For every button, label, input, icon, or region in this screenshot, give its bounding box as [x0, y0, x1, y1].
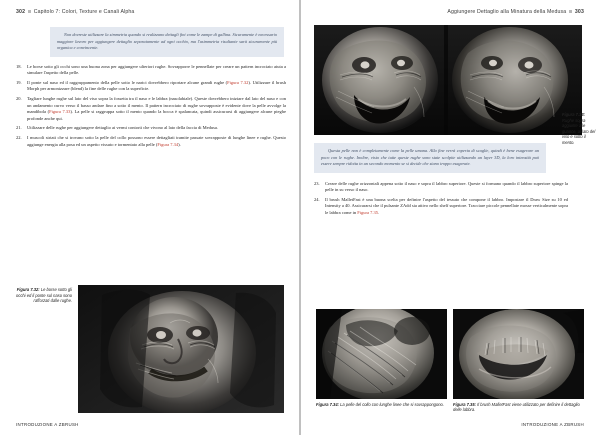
step-number: 20.	[16, 96, 22, 102]
left-running-head-title: Capitolo 7: Colori, Texture e Canali Alpha	[33, 9, 135, 15]
right-top-figure-block	[314, 25, 582, 135]
step-text-post: ). Utilizzare il brush Morph per armonizzare (blend) la fine delle rughe con la superficie.	[27, 79, 286, 92]
list-item	[16, 64, 286, 77]
step-number: 24.	[314, 196, 320, 202]
figure-caption-text: Rughe sopra aggiunte alle guance, al lato del viso e sotto il mento.	[562, 117, 596, 145]
figure-caption-text: La pelle del collo con lunghe linee che si sovrappongono.	[340, 401, 444, 407]
figure-image-7-34	[316, 309, 447, 399]
step-number: 22.	[16, 135, 22, 141]
step-text-post: ).	[178, 141, 181, 147]
figure-image-7-32	[78, 285, 284, 413]
figure-image-7-35	[453, 309, 584, 399]
left-footer	[16, 422, 79, 427]
step-text: Utilizzare delle rughe per aggiungere dettaglio ai vermi contorti che vivono al lato della faccia di Medusa.	[27, 125, 219, 131]
left-footer-text: INTRODUZIONE A ZBRUSH	[16, 422, 79, 427]
right-folio: 303	[574, 9, 584, 15]
page-gutter	[299, 0, 301, 435]
list-item	[16, 135, 286, 148]
step-text-pre: Tagliare lunghe rughe sul lato del viso sopra la fossetta tra il naso e le labbra (nasolabiale). Queste dovrebbero iniziare dal lato del naso e con un andamento curvo verso il basso andare fino a sotto il mento. Il pattern incrociato di rughe sovrapposte è evidente dove la pelle avvolge la mandibola (	[27, 96, 286, 115]
left-note-box	[50, 27, 284, 57]
right-note-text: Questa pelle non è completamente come la pelle umana. Alla fine verrà coperta di scaglie, quindi è bene esagerare un poco con le rughe. Inoltre, visto che tutte queste rughe sono state scolpite utilizzando un layer 3D, la loro intensità può essere sempre ridotta in un secondo momento se si decide che siano troppo esagerate.	[321, 148, 539, 167]
step-number: 21.	[16, 125, 22, 131]
left-running-head	[16, 8, 286, 17]
list-item	[314, 197, 568, 217]
step-number: 23.	[314, 180, 320, 186]
figure-caption-label: Figura 7.33:	[562, 112, 585, 117]
step-text: Le borse sotto gli occhi sono una buona zona per aggiungere ulteriori rughe. Sovrapporre le pennellate per creare un pattern incrociato aiuta a simulare l'aspetto della pelle.	[27, 63, 286, 76]
step-text: Creare delle rughe orizzontali appena sotto il naso e sopra il labbro superiore. Queste si formano quando il labbro superiore spinge la pelle in su verso il naso.	[325, 180, 568, 193]
figure-reference[interactable]: Figura 7.33	[49, 109, 71, 115]
figure-caption-7-35	[453, 402, 584, 413]
left-figure-block	[16, 285, 284, 413]
square-bullet-icon	[28, 10, 31, 13]
figure-caption-text: Il brush MalletFast viene utilizzato per definire il dettaglio delle labbra.	[453, 401, 580, 413]
figure-block-7-34	[316, 309, 447, 413]
step-text-pre: Il ponte sul naso ed il raggruppamento della pelle sotto le narici dovrebbero riportare alcune grandi rughe (	[27, 79, 228, 85]
right-footer	[521, 422, 584, 427]
right-bottom-figures	[316, 309, 584, 413]
right-footer-text: INTRODUZIONE A ZBRUSH	[521, 422, 584, 427]
step-text-pre: I muscoli striati che si trovano sotto la pelle del collo possono essere dettagliati tramite passate sovrapposte di lunghe linee e rughe. Questo aggiunge energia alla posa ed un aspetto vissuto e tormentato alla pelle (	[27, 135, 286, 147]
figure-caption-7-32	[16, 287, 72, 304]
figure-caption-label: Figura 7.35:	[453, 401, 476, 407]
figure-caption-text: Le borse sotto gli occhi ed il ponte sul naso sono rafforzati dalle rughe.	[16, 287, 72, 304]
figure-caption-7-34	[316, 402, 447, 408]
right-running-head	[314, 8, 584, 17]
figure-caption-7-33	[562, 112, 596, 146]
figure-block-7-35	[453, 309, 584, 413]
step-text-post: .	[378, 209, 380, 215]
right-page	[300, 0, 600, 435]
figure-image-7-33	[314, 25, 582, 135]
step-number: 19.	[16, 79, 22, 85]
left-folio: 302	[16, 9, 26, 15]
right-running-head-title: Aggiungere Dettaglio alla Minatura della Medusa	[447, 9, 567, 15]
step-text-pre: Il brush MalletFast è una buona scelta per definire l'aspetto del tessuto che compone il labbro. Impostare il Draw Size su 10 ed Intensity a 40. Assicurarsi che il pulsante ZAdd sia attivo nello shelf superiore. Tracciare piccole pennellate mosse verticalmente sopra le labbra come in	[325, 196, 568, 215]
figure-reference[interactable]: Figura 7.32	[227, 79, 249, 85]
step-number: 18.	[16, 63, 22, 69]
list-item	[16, 80, 286, 93]
list-item	[16, 96, 286, 122]
right-note-box	[314, 143, 546, 173]
figure-reference[interactable]: Figura 7.35	[357, 209, 378, 215]
list-item	[314, 181, 568, 194]
figure-caption-label: Figura 7.32:	[16, 287, 40, 292]
left-step-list	[16, 64, 286, 148]
right-step-list	[314, 181, 568, 217]
left-note-text: Non dovreste utilizzare la simmetria quando si realizzano dettagli fini come le zampe di gallina. Sicuramente è necessario maggiore lavoro per aggiungere dettaglio separatamente ad ogni occhio, ma l'asimmetria risultante sarà sicuramente più organica e convincente.	[57, 32, 277, 51]
square-bullet-icon	[569, 10, 572, 13]
figure-caption-label: Figura 7.34:	[316, 401, 339, 407]
step-text-post: ). La pelle si raggruppa sotto il mento quando la bocca è spalancata, quindi assicurarsi di aggiungere alcune pieghe profonde anche qui.	[27, 109, 286, 121]
list-item	[16, 125, 286, 132]
figure-reference[interactable]: Figura 7.34	[157, 141, 179, 147]
